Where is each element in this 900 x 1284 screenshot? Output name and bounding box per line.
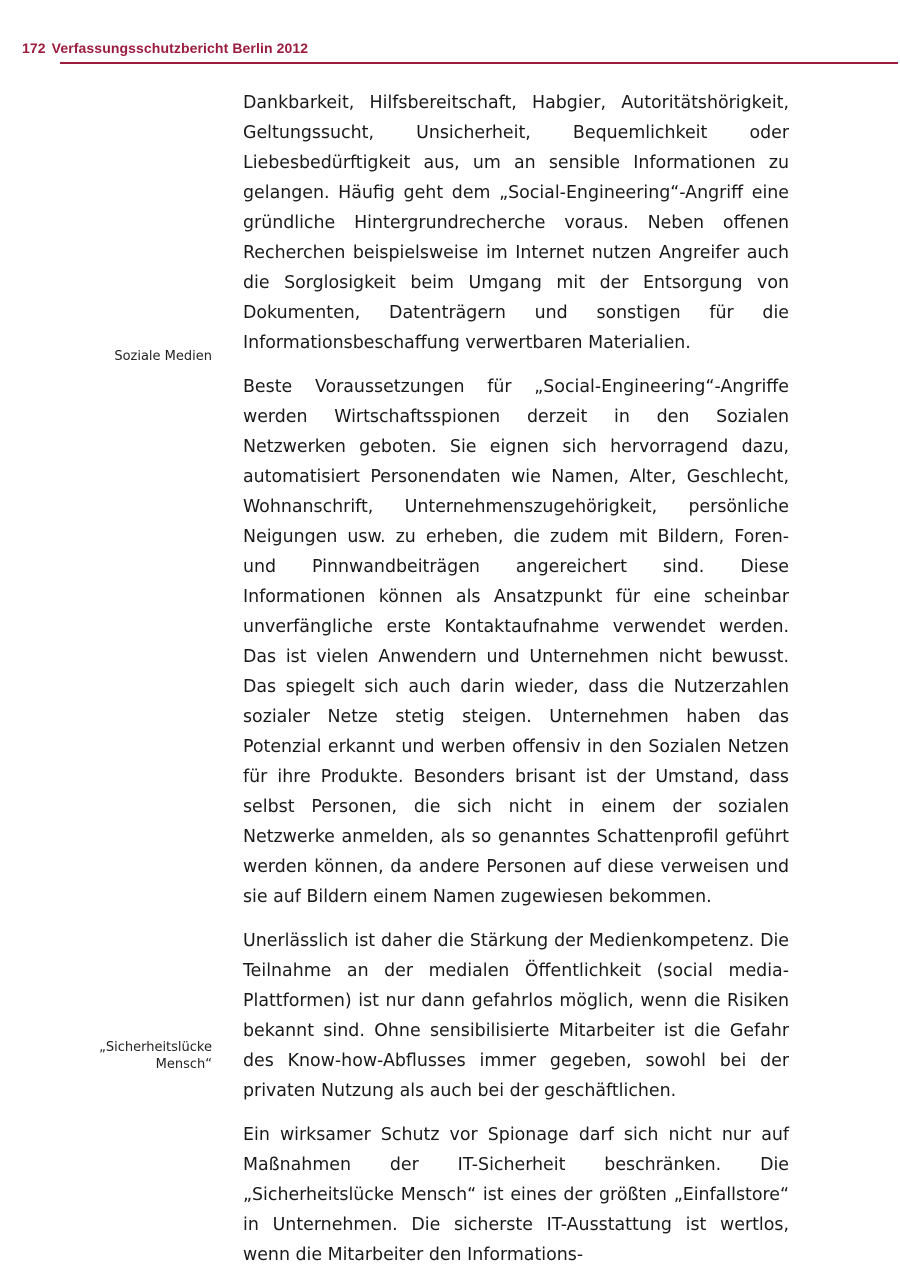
page-number: 172 [22, 40, 46, 56]
body-text [243, 88, 789, 1284]
paragraph: Beste Voraussetzungen für „Social-Engineering“-Angriffe werden Wirtschaftsspionen derzeit in den Sozialen Netzwerken geboten. Sie eignen sich hervorragend dazu, automatisiert Personendaten wie Namen, Alter, Geschlecht, Wohnanschrift, Unternehmenszugehörigkeit, persönliche Neigungen usw. zu erheben, die zudem mit Bildern, Foren- und Pinnwandbeiträgen angereichert sind. Diese Informationen können als Ansatzpunkt für eine scheinbar unverfängliche erste Kontaktaufnahme verwendet werden. Das ist vielen Anwendern und Unternehmen nicht bewusst. Das spiegelt sich auch darin wieder, dass die Nutzerzahlen sozialer Netze stetig steigen. Unternehmen haben das Potenzial erkannt und werben offensiv in den Sozialen Netzen für ihre Produkte. Besonders brisant ist der Umstand, dass selbst Personen, die sich nicht in einem der sozialen Netzwerke anmelden, als so genanntes Schattenprofil geführt werden können, da andere Personen auf diese verweisen und sie auf Bildern einem Namen zugewiesen bekommen. [243, 377, 789, 907]
paragraph: Ein wirksamer Schutz vor Spionage darf sich nicht nur auf Maßnahmen der IT-Sicherheit beschränken. Die „Sicherheitslücke Mensch“ ist eines der größten „Einfallstore“ in Unternehmen. Die sicherste IT-Ausstattung ist wertlos, wenn die Mitarbeiter den Informations- [243, 1125, 789, 1265]
paragraph: Dankbarkeit, Hilfsbereitschaft, Habgier, Autoritätshörigkeit, Geltungssucht, Unsicherheit, Bequemlichkeit oder Liebesbedürftigkeit aus, um an sensible Informationen zu gelangen. Häufig geht dem „Social-Engineering“-Angriff eine gründliche Hintergrundrecherche voraus. Neben offenen Recherchen beispielsweise im Internet nutzen Angreifer auch die Sorglosigkeit beim Umgang mit der Entsorgung von Dokumenten, Datenträgern und sonstigen für die Informationsbeschaffung verwertbaren Materialien. [243, 93, 789, 353]
running-header [22, 40, 308, 56]
report-title: Verfassungsschutzbericht Berlin 2012 [51, 40, 309, 56]
header-rule [60, 62, 898, 64]
margin-note-sicherheitsluecke: „Sicherheitslücke Mensch“ [99, 1040, 212, 1072]
margin-note-soziale-medien: Soziale Medien [114, 349, 212, 364]
paragraph: Unerlässlich ist daher die Stärkung der Medienkompetenz. Die Teilnahme an der medialen Öffentlichkeit (social media-Plattformen) ist nur dann gefahrlos möglich, wenn die Risiken bekannt sind. Ohne sensibilisierte Mitarbeiter ist die Gefahr des Know-how-Abflusses immer gegeben, sowohl bei der privaten Nutzung als auch bei der geschäftlichen. [243, 931, 789, 1101]
